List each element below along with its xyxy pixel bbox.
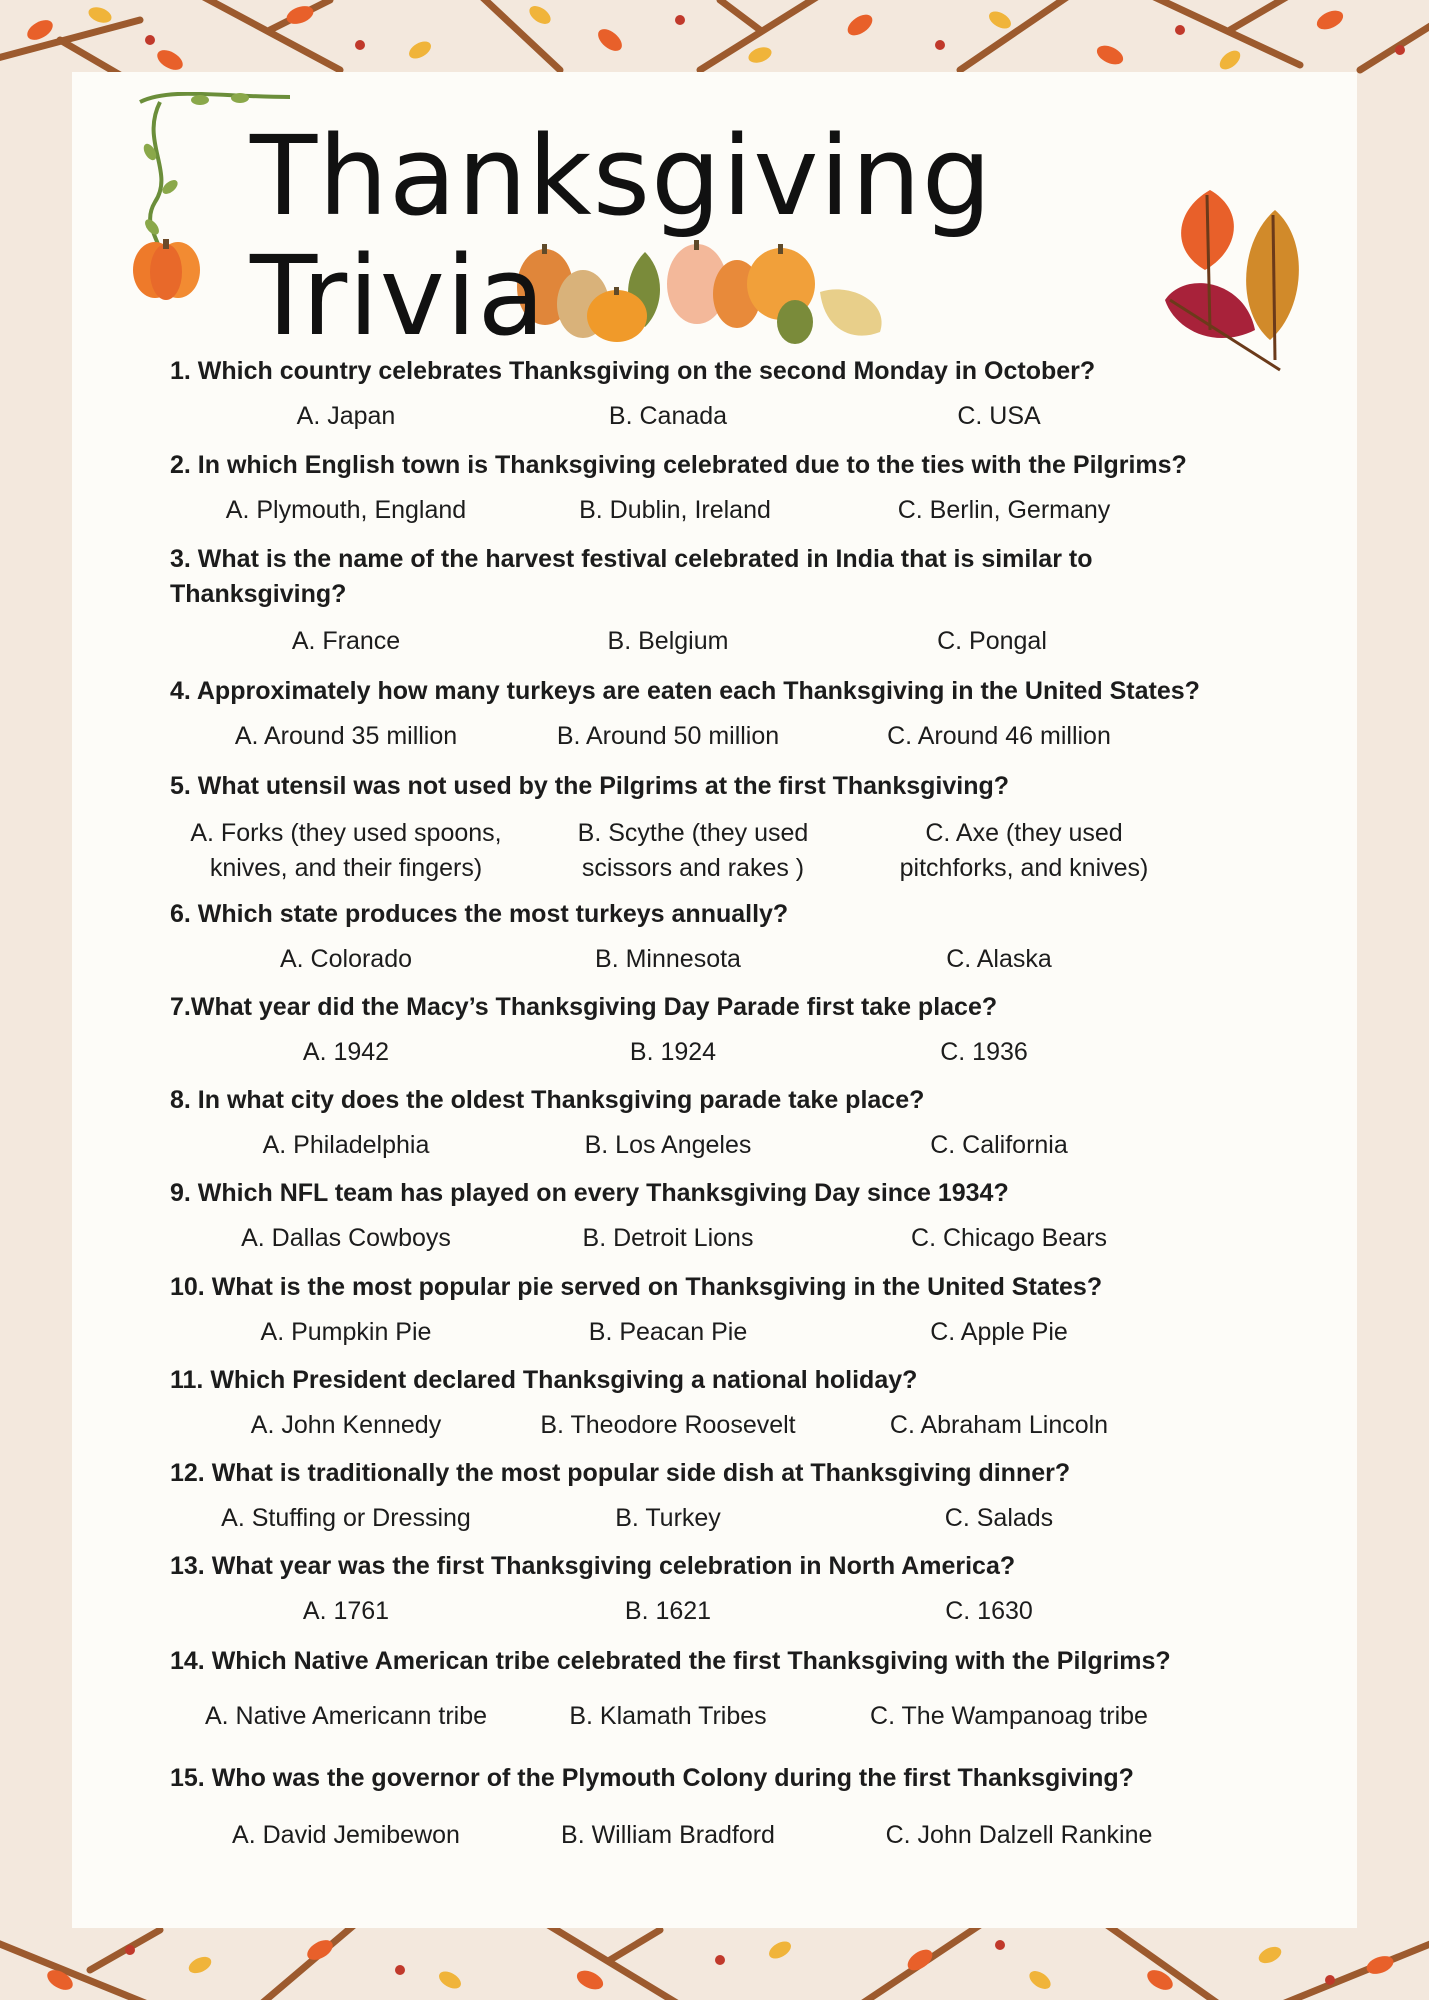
answer-option-b: B. 1621 (624, 1597, 712, 1625)
answer-options (170, 624, 1300, 659)
question-text: 14. Which Native American tribe celebrated the first Thanksgiving with the Pilgrims? (170, 1647, 1171, 1675)
answer-option-b: B. Turkey (615, 1504, 721, 1532)
answer-option-c: C. Chicago Bears (911, 1224, 1107, 1252)
answer-option-c: C. California (930, 1131, 1068, 1159)
answer-option-b: B. Belgium (607, 627, 729, 655)
page-title: Thanksgiving Trivia (250, 112, 993, 360)
answer-options (170, 399, 1300, 434)
answer-option-b: B. Detroit Lions (582, 1224, 754, 1252)
answer-option-a: A. Stuffing or Dressing (221, 1504, 471, 1532)
question-item-5 (170, 769, 1300, 897)
answer-option-b: B. Around 50 million (556, 722, 780, 750)
question-text: 9. Which NFL team has played on every Thanksgiving Day since 1934? (170, 1179, 1009, 1207)
answer-option-a: A. 1761 (302, 1597, 390, 1625)
question-item-6 (170, 897, 1300, 990)
question-text: 5. What utensil was not used by the Pilgrims at the first Thanksgiving? (170, 772, 1010, 800)
answer-option-c: C. Axe (they used pitchforks, and knives) (899, 819, 1149, 882)
question-item-9 (170, 1176, 1300, 1270)
question-item-1 (170, 354, 1300, 448)
answer-option-c: C. Apple Pie (930, 1318, 1068, 1346)
answer-option-c: C. 1630 (945, 1597, 1033, 1625)
answer-option-a: A. Forks (they used spoons, knives, and their fingers) (190, 819, 502, 882)
answer-option-a: A. Pumpkin Pie (260, 1318, 432, 1346)
answer-option-b: B. William Bradford (561, 1821, 775, 1849)
answer-option-b: B. Peacan Pie (588, 1318, 748, 1346)
answer-options (170, 1128, 1300, 1163)
question-text: 3. What is the name of the harvest festival celebrated in India that is similar to Thanksgiving? (170, 545, 1093, 608)
answer-option-c: C. Berlin, Germany (897, 496, 1111, 524)
question-text: 15. Who was the governor of the Plymouth Colony during the first Thanksgiving? (170, 1764, 1134, 1792)
question-item-14 (170, 1644, 1300, 1761)
answer-options (170, 1315, 1300, 1350)
question-text: 12. What is traditionally the most popular side dish at Thanksgiving dinner? (170, 1459, 1071, 1487)
answer-option-a: A. 1942 (302, 1038, 390, 1066)
answer-option-a: A. Around 35 million (234, 722, 458, 750)
answer-option-b: B. Minnesota (595, 945, 741, 973)
answer-options (170, 493, 1300, 528)
answer-option-a: A. Plymouth, England (225, 496, 467, 524)
question-item-7 (170, 990, 1300, 1083)
answer-options (170, 1594, 1300, 1629)
answer-options (170, 719, 1300, 754)
answer-option-b: B. Scythe (they used scissors and rakes ) (577, 819, 809, 882)
answer-options (170, 816, 1300, 886)
answer-options (170, 1501, 1300, 1536)
question-text: 10. What is the most popular pie served on Thanksgiving in the United States? (170, 1273, 1103, 1301)
answer-option-c: C. Around 46 million (887, 722, 1111, 750)
answer-option-a: A. Colorado (279, 945, 413, 973)
question-item-3 (170, 542, 1300, 674)
answer-option-a: A. Dallas Cowboys (241, 1224, 451, 1252)
question-item-4 (170, 674, 1300, 769)
answer-option-c: C. John Dalzell Rankine (885, 1821, 1153, 1849)
answer-options (170, 1221, 1300, 1256)
question-item-11 (170, 1363, 1300, 1456)
question-text: 1. Which country celebrates Thanksgiving on the second Monday in October? (170, 357, 1096, 385)
answer-options (170, 1699, 1300, 1734)
question-item-2 (170, 448, 1300, 542)
question-text: 8. In what city does the oldest Thanksgiving parade take place? (170, 1086, 925, 1114)
question-text: 2. In which English town is Thanksgiving celebrated due to the ties with the Pilgrims? (170, 451, 1187, 479)
answer-option-a: A. Philadelphia (262, 1131, 430, 1159)
question-list (170, 354, 1300, 1861)
question-text: 6. Which state produces the most turkeys annually? (170, 900, 789, 928)
answer-option-c: C. Abraham Lincoln (889, 1411, 1109, 1439)
answer-options (170, 1035, 1300, 1070)
question-item-8 (170, 1083, 1300, 1176)
answer-option-b: B. Dublin, Ireland (579, 496, 771, 524)
answer-option-c: C. 1936 (940, 1038, 1028, 1066)
answer-option-c: C. Salads (944, 1504, 1054, 1532)
answer-option-b: B. Klamath Tribes (569, 1702, 767, 1730)
answer-option-a: A. France (291, 627, 401, 655)
question-item-13 (170, 1549, 1300, 1644)
answer-option-c: C. The Wampanoag tribe (870, 1702, 1148, 1730)
question-text: 13. What year was the first Thanksgiving celebration in North America? (170, 1552, 1016, 1580)
answer-option-b: B. Theodore Roosevelt (540, 1411, 796, 1439)
question-text: 4. Approximately how many turkeys are eaten each Thanksgiving in the United States? (170, 677, 1200, 705)
answer-option-b: B. 1924 (629, 1038, 717, 1066)
question-item-15 (170, 1761, 1300, 1861)
question-item-10 (170, 1270, 1300, 1363)
answer-option-c: C. USA (957, 402, 1041, 430)
answer-option-c: C. Alaska (946, 945, 1052, 973)
answer-options (170, 942, 1300, 977)
question-item-12 (170, 1456, 1300, 1549)
answer-option-a: A. John Kennedy (250, 1411, 442, 1439)
answer-option-b: B. Los Angeles (584, 1131, 752, 1159)
answer-options (170, 1818, 1300, 1853)
answer-options (170, 1408, 1300, 1443)
answer-option-a: A. Native Americann tribe (204, 1702, 488, 1730)
answer-option-b: B. Canada (608, 402, 728, 430)
question-text: 7.What year did the Macy’s Thanksgiving Day Parade first take place? (170, 993, 998, 1021)
answer-option-a: A. Japan (296, 402, 396, 430)
answer-option-a: A. David Jemibewon (232, 1821, 460, 1849)
answer-option-c: C. Pongal (937, 627, 1047, 655)
question-text: 11. Which President declared Thanksgiving a national holiday? (170, 1366, 918, 1394)
